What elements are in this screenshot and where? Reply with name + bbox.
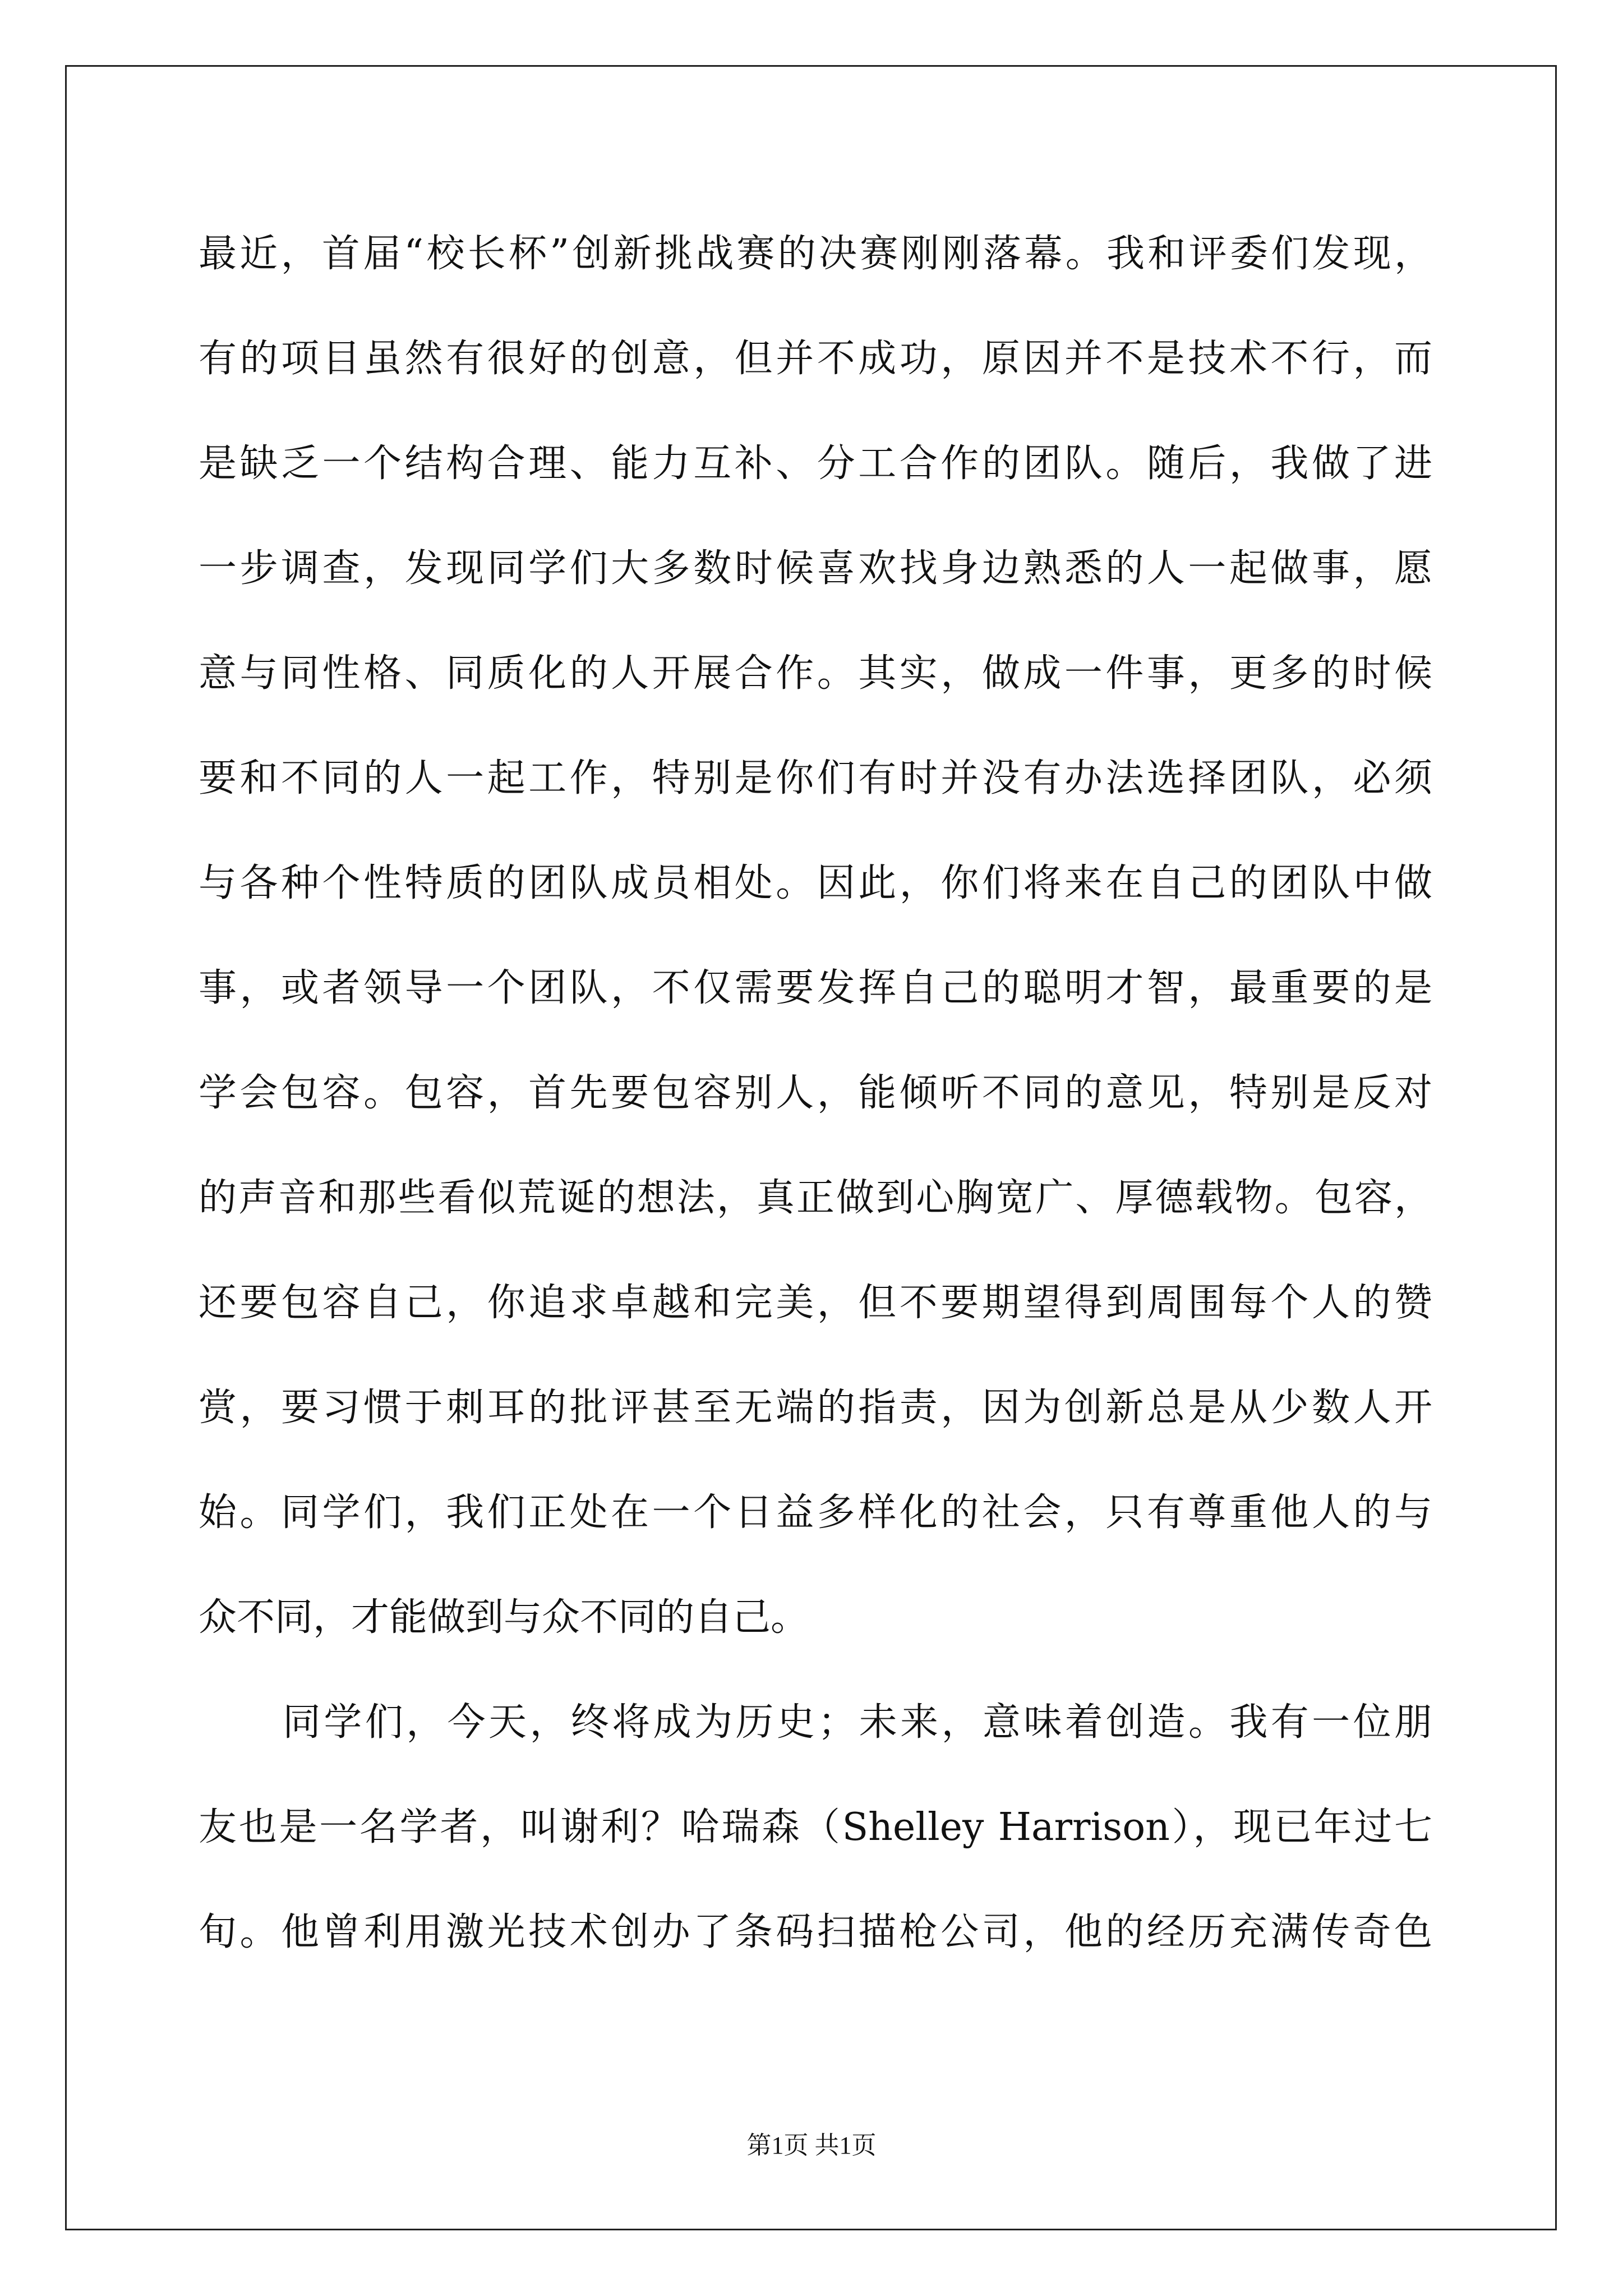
text-line: 还要包容自己，你追求卓越和完美，但不要期望得到周围每个人的赞 xyxy=(199,1281,1432,1325)
text-line: 事，或者领导一个团队，不仅需要发挥自己的聪明才智，最重要的是 xyxy=(199,966,1432,1010)
text-line: 与各种个性特质的团队成员相处。因此，你们将来在自己的团队中做 xyxy=(199,861,1432,905)
text-line: 一步调查，发现同学们大多数时候喜欢找身边熟悉的人一起做事，愿 xyxy=(199,546,1432,591)
text-line: 赏，要习惯于刺耳的批评甚至无端的指责，因为创新总是从少数人开 xyxy=(199,1386,1432,1430)
text-line: 是缺乏一个结构合理、能力互补、分工合作的团队。随后，我做了进 xyxy=(199,441,1432,486)
text-line: 有的项目虽然有很好的创意，但并不成功，原因并不是技术不行，而 xyxy=(199,337,1432,381)
text-line: 的声音和那些看似荒诞的想法，真正做到心胸宽广、厚德载物。包容， xyxy=(199,1176,1432,1220)
page-number-footer: 第1页 共1页 xyxy=(746,2132,877,2159)
text-line: 要和不同的人一起工作，特别是你们有时并没有办法选择团队，必须 xyxy=(199,756,1432,800)
text-line: 友也是一名学者，叫谢利？哈瑞森（Shelley Harrison），现已年过七 xyxy=(199,1805,1432,1849)
text-line: 众不同，才能做到与众不同的自己。 xyxy=(199,1595,809,1640)
text-line: 始。同学们，我们正处在一个日益多样化的社会，只有尊重他人的与 xyxy=(199,1490,1432,1535)
text-line: 最近，首届“校长杯”创新挑战赛的决赛刚刚落幕。我和评委们发现， xyxy=(199,232,1432,276)
text-line: 学会包容。包容，首先要包容别人，能倾听不同的意见，特别是反对 xyxy=(199,1071,1432,1115)
text-line: 旬。他曾利用激光技术创办了条码扫描枪公司，他的经历充满传奇色 xyxy=(199,1910,1432,1954)
text-line: 同学们，今天，终将成为历史；未来，意味着创造。我有一位朋 xyxy=(283,1700,1432,1745)
text-line: 意与同性格、同质化的人开展合作。其实，做成一件事，更多的时候 xyxy=(199,651,1432,696)
